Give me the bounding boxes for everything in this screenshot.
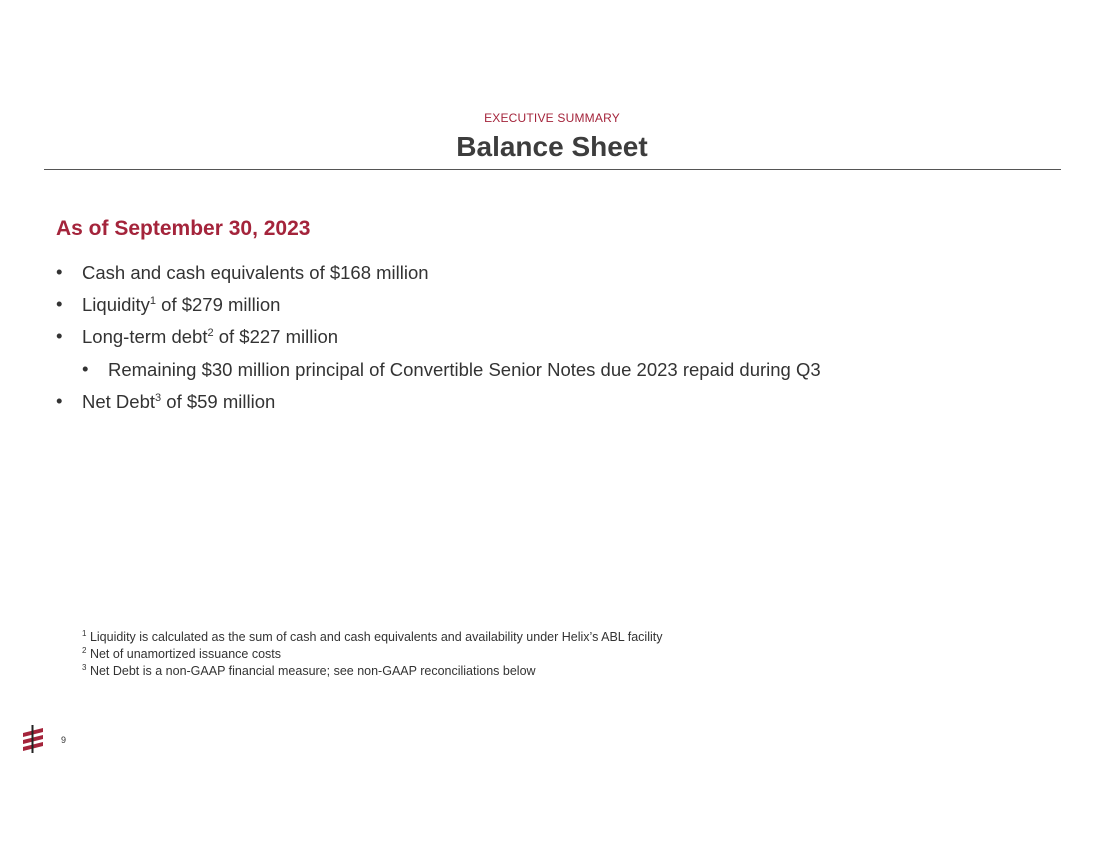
bullet-text: Cash and cash equivalents of $168 million — [82, 262, 429, 283]
bullet-text-cont: of $59 million — [161, 391, 276, 412]
footnote-text: Net Debt is a non-GAAP financial measure; see non-GAAP reconciliations below — [89, 664, 536, 678]
bullet-text: Long-term debt — [82, 326, 208, 347]
footnote-text: Liquidity is calculated as the sum of cash and cash equivalents and availability under Helix’s ABL facility — [89, 630, 663, 644]
helix-logo-icon — [20, 724, 46, 754]
footnote-number: 1 — [82, 628, 87, 638]
bullet-item — [56, 390, 276, 413]
page-title: Balance Sheet — [456, 131, 648, 162]
bullet-text-cont: of $227 million — [213, 326, 339, 347]
bullet-marker: • — [56, 261, 63, 282]
page-number: 9 — [61, 735, 67, 745]
bullet-text: Liquidity — [82, 294, 150, 315]
bullet-marker: • — [56, 293, 63, 314]
sub-bullet-item — [82, 358, 821, 381]
footnote-item — [82, 663, 662, 680]
bullet-text: Net Debt — [82, 391, 156, 412]
bullet-item — [56, 261, 429, 284]
section-heading: As of September 30, 2023 — [56, 217, 311, 240]
footnote-number: 3 — [82, 662, 87, 672]
footnote-ref: 2 — [207, 326, 214, 339]
bullet-text: Remaining $30 million principal of Convertible Senior Notes due 2023 repaid during Q3 — [108, 359, 821, 380]
footnote-item — [82, 629, 662, 646]
footnote-ref: 3 — [155, 391, 162, 404]
section-kicker: EXECUTIVE SUMMARY — [484, 111, 620, 125]
bullet-text-cont: of $279 million — [156, 294, 281, 315]
footnotes — [82, 629, 662, 680]
bullet-marker: • — [82, 358, 89, 379]
title-divider — [44, 169, 1061, 170]
bullet-item — [56, 293, 281, 316]
bullet-item — [56, 325, 339, 348]
bullet-marker: • — [56, 325, 63, 346]
footnote-text: Net of unamortized issuance costs — [89, 647, 282, 661]
bullet-marker: • — [56, 390, 63, 411]
footnote-item — [82, 646, 662, 663]
footnote-number: 2 — [82, 645, 87, 655]
footnote-ref: 1 — [149, 294, 157, 307]
